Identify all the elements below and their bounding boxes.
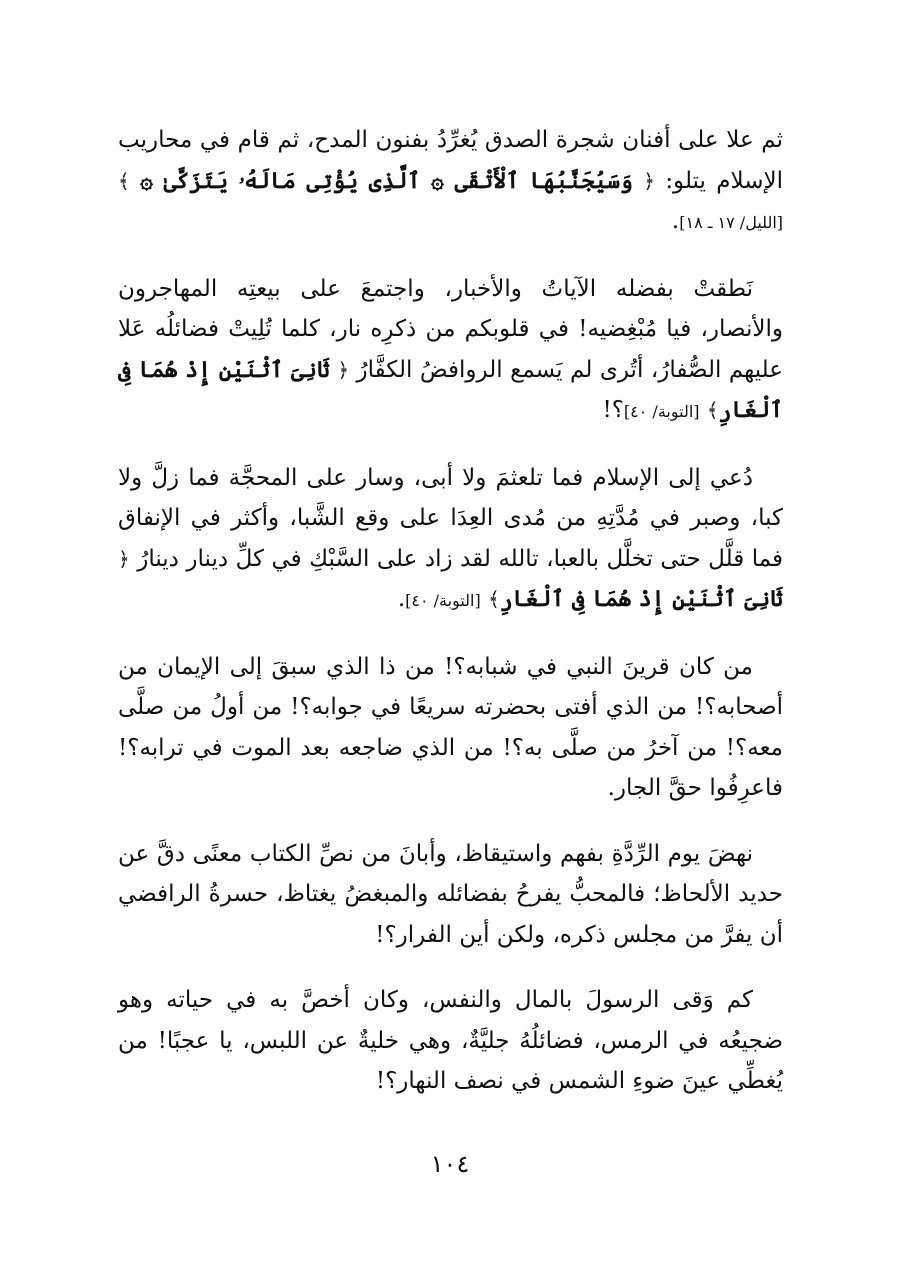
verse-open-bracket: ﴿: [337, 357, 350, 382]
verse-close-bracket: ﴾: [118, 168, 130, 193]
verse-reference: [التوبة/ ٤٠]: [405, 591, 481, 610]
paragraph-1-text: ثم علا على أفنان شجرة الصدق يُغرِّدُ بفنون المدح، ثم قام في محاريب الإسلام يتلو:: [118, 127, 783, 194]
quran-verse-al-layl: وَسَيُجَنَّبُهَا ٱلْأَتْقَى ۞ ٱلَّذِى يُؤْتِى مَالَهُۥ يَتَزَكَّىٰ ۞: [140, 167, 633, 194]
page-body: [118, 120, 783, 1127]
paragraph-2-tail: ؟!: [602, 397, 624, 423]
paragraph-3-tail: .: [397, 586, 406, 612]
paragraph-6: كم وَقى الرسولَ بالمال والنفس، وكان أخصَّ به في حياته وهو ضجيعُه في الرمس، فضائلُهُ جليَّةٌ، وهي خليةٌ عن اللبس، يا عجبًا! من يُغطِّي عينَ ضوءِ الشمس في نصف النهار؟!: [118, 987, 783, 1094]
paragraph-2: [118, 269, 783, 433]
paragraph-2-text: نَطقتْ بفضله الآياتُ والأخبار، واجتمعَ على بيعتِه المهاجرون والأنصار، فيا مُبْغِضيه! في قلوبكم من ذكرِه نار، كلما تُلِيتْ فضائلُه عَلا عليهم الصُّفارُ، أتُرى لم يَسمع الروافضُ الكفَّارُ: [118, 275, 784, 383]
verse-open-bracket: ﴿: [643, 168, 655, 193]
paragraph-1: [118, 120, 783, 244]
paragraph-5: نهضَ يوم الرِّدَّةِ بفهم واستيقاظ، وأبانَ من نصِّ الكتاب معنًى دقَّ عن حديد الألحاظ؛ فالمحبُّ يفرحُ بفضائله والمبغضُ يغتاظ، حسرةُ الرافضي أن يفرَّ من مجلس ذكره، ولكن أين الفرار؟!: [118, 840, 783, 948]
verse-close-bracket: ﴾: [488, 587, 500, 611]
paragraph-3-text: دُعي إلى الإسلام فما تلعثمَ ولا أبى، وسار على المحجَّة فما زلَّ ولا كبا، وصبر في مُدَّتِهِ من مُدى العِدَا على وقع الشَّبا، وأكثر في الإنفاق فما قلَّل حتى تخلَّل بالعبا، تالله لقد زاد على السَّبْكِ في كلِّ دينار دينارُ: [118, 464, 783, 572]
verse-open-bracket: ﴿: [118, 546, 130, 571]
verse-reference: [التوبة/ ٤٠]: [623, 402, 700, 421]
quran-verse-at-tawbah: ثَانِىَ ٱثْنَيْنِ إِذْ هُمَا فِى ٱلْغَارِ: [118, 356, 783, 423]
quran-verse-at-tawbah: ثَانِىَ ٱثْنَيْنِ إِذْ هُمَا فِى ٱلْغَارِ: [499, 586, 783, 612]
paragraph-3: [118, 458, 783, 622]
paragraph-1-tail: .: [671, 208, 680, 234]
paragraph-4: من كان قرينَ النبي في شبابه؟! من ذا الذي سبقَ إلى الإيمان من أصحابه؟! من الذي أفتى بحضرته سريعًا في جوابه؟! من أولُ من صلَّى معه؟! من آخرُ من صلَّى به؟! من الذي ضاجعه بعد الموت في ترابه؟! فاعرِفُوا حقَّ الجار.: [118, 653, 783, 801]
verse-close-bracket: ﴾: [706, 398, 719, 422]
page-number: ١٠٤: [430, 1150, 470, 1178]
verse-reference: [الليل/ ١٧ ـ ١٨]: [679, 213, 783, 232]
